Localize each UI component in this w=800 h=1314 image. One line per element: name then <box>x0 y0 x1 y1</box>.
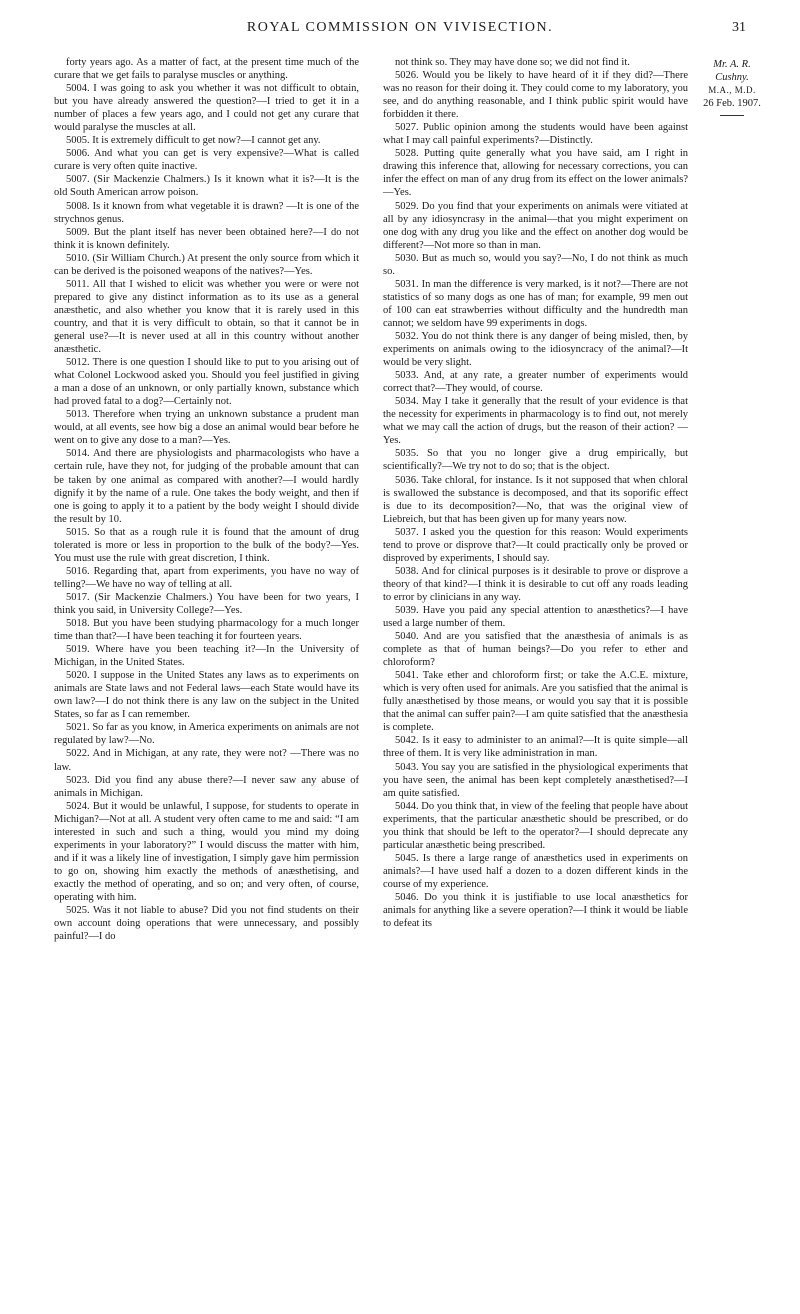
paragraph: 5016. Regarding that, apart from experiments, you have no way of telling?—We have no way of telling at all. <box>54 565 359 590</box>
paragraph: 5022. And in Michigan, at any rate, they were not? —There was no law. <box>54 748 359 773</box>
paragraph: 5026. Would you be likely to have heard of it if they did?—There was no reason for their doing it. They could come to my laboratory, you see, and do anything reasonable, and I think public spirit would have forbidden it there. <box>383 70 688 121</box>
paragraph: 5038. And for clinical purposes is it desirable to prove or disprove a theory of that kind?—I think it is desirable to cut off any roads leading to error by clinicians in any way. <box>383 565 688 603</box>
paragraph: 5039. Have you paid any special attention to anæsthetics?—I have used a large number of them. <box>383 604 688 630</box>
paragraph: 5006. And what you can get is very expensive?—What is called curare is very often quite inactive. <box>54 148 359 173</box>
paragraph: 5021. So far as you know, in America experiments on animals are not regulated by law?—No. <box>54 722 359 747</box>
paragraph: 5040. And are you satisfied that the anæsthesia of animals is as complete as that of human beings?—Do you refer to ether and chloroform? <box>383 631 688 669</box>
paragraph: 5024. But it would be unlawful, I suppose, for students to operate in Michigan?—Not at all. A student very often came to me and said: “I am interested in such and such a thing, would you mind my doing experiments in your laboratory?” I would discuss the matter with him, and if it was a likely line of investigation, I simply gave him permission to go on, showing him exactly the methods of anæsthetising, and exactly the method of operating, and so on; and very often, of course, operating with him. <box>54 800 359 903</box>
paragraph: 5044. Do you think that, in view of the feeling that people have about experiments, that the particular anæsthetic should be prescribed, or do you think that should be left to the operator?—I should deprecate any particular anæsthetic being prescribed. <box>383 800 688 851</box>
right-column <box>383 56 688 930</box>
paragraph: 5041. Take ether and chloroform first; or take the A.C.E. mixture, which is very often used for animals. Are you satisfied that the animal is fully anæsthetised by those means, or would you say that it is possible that the animal can suffer pain?—I am quite satisfied that the anæsthesia is complete. <box>383 670 688 734</box>
paragraph: not think so. They may have done so; we did not find it. <box>395 57 630 68</box>
paragraph: 5008. Is it known from what vegetable it is drawn? —It is one of the strychnos genus. <box>54 200 359 225</box>
paragraph: 5013. Therefore when trying an unknown substance a prudent man would, at all events, see how big a dose an animal would bear before he went on to give any dose to a man?—Yes. <box>54 409 359 447</box>
session-date: 26 Feb. 1907. <box>703 98 761 109</box>
paragraph: 5025. Was it not liable to abuse? Did you not find students on their own account doing operations that were unnecessary, and possibly painful?—I do <box>54 905 359 943</box>
paragraph: 5035. So that you no longer give a drug empirically, but scientifically?—We try not to do so; that is the object. <box>383 448 688 473</box>
paragraph: 5005. It is extremely difficult to get now?—I cannot get any. <box>66 135 321 147</box>
paragraph: 5020. I suppose in the United States any laws as to experiments on animals are State laws and not Federal laws—each State would have its own law?—I do not think there is any law on the subject in the United States, so far as I can remember. <box>54 670 359 721</box>
paragraph: 5012. There is one question I should like to put to you arising out of what Colonel Lockwood asked you. Should you feel justified in giving a man a dose of an unknown, or only partially known, substance which had proved fatal to a dog?—Certainly not. <box>54 357 359 408</box>
paragraph: 5042. Is it easy to administer to an animal?—It is quite simple—all three of them. It is very like administration in man. <box>383 735 688 760</box>
left-column <box>54 56 359 943</box>
paragraph: 5014. And there are physiologists and pharmacologists who have a certain rule, have they not, for judging of the probable amount that can be taken by one animal as compared with another?—I would hardly dignify it by the name of a rule. One takes the body weight, and then if one is going to apply it to a patient by the body weight I should divide the result by 10. <box>54 448 359 525</box>
running-head: ROYAL COMMISSION ON VIVISECTION. <box>246 20 554 35</box>
paragraph: 5009. But the plant itself has never been obtained here?—I do not think it is known definitely. <box>54 226 359 251</box>
paragraph: 5019. Where have you been teaching it?—In the University of Michigan, in the United States. <box>54 644 359 669</box>
margin-note <box>697 58 767 116</box>
margin-rule <box>720 115 744 116</box>
paragraph: 5043. You say you are satisfied in the physiological experiments that you have seen, the animal has been kept completely anæsthetised?—I am quite satisfied. <box>383 761 688 799</box>
paragraph: 5010. (Sir William Church.) At present the only source from which it can be derived is the poisoned weapons of the natives?—Yes. <box>54 252 359 277</box>
paragraph: 5028. Putting quite generally what you have said, am I right in drawing this inference that, allowing for necessary corrections, you can infer the effect on man of any drug from its effect on the lower animals? —Yes. <box>383 148 688 199</box>
paragraph: 5031. In man the difference is very marked, is it not?—There are not statistics of so many dogs as one has of man; for example, 99 men out of 100 can eat strawberries without difficulty and the hundredth man cannot; we seldom have 99 experiments in dogs. <box>383 278 688 329</box>
paragraph: 5046. Do you think it is justifiable to use local anæsthetics for animals for anything like a severe operation?—I think it would be liable to defeat its <box>383 892 688 930</box>
paragraph: 5011. All that I wished to elicit was whether you were or were not prepared to give any distinct information as to its use as a general anæsthetic, and also whether you know that it is rarely used in this country, and that it is very difficult to obtain, so that it cannot be in general use?—It is never used at all in this country without another anæsthetic. <box>54 278 359 356</box>
page-header <box>54 20 746 44</box>
paragraph: 5017. (Sir Mackenzie Chalmers.) You have been for two years, I think you said, in University College?—Yes. <box>54 591 359 616</box>
paragraph: 5027. Public opinion among the students would have been against what I may call painful experiments?—Distinctly. <box>383 122 688 147</box>
paragraph: 5004. I was going to ask you whether it was not difficult to obtain, but you have already answered the question?—I tried to get it in a number of places a few years ago, and I could not get any curare that would paralyse the muscles at all. <box>54 83 359 134</box>
page-number: 31 <box>732 20 746 35</box>
paragraph: 5030. But as much so, would you say?—No, I do not think as much so. <box>383 252 688 277</box>
paragraph: 5037. I asked you the question for this reason: Would experiments tend to prove or disprove that?—It could practically only be proved or disproved by experiments, I should say. <box>383 526 688 564</box>
paragraph: forty years ago. As a matter of fact, at the present time much of the curare that we get fails to paralyse muscles or anything. <box>54 57 359 82</box>
witness-name: Mr. A. R. Cushny. <box>713 59 751 83</box>
paragraph: 5036. Take chloral, for instance. Is it not supposed that when chloral is swallowed the substance is decomposed, and that its soporific effect is due to its decomposition?—No, that was the original view of Liebreich, but that has been given up for many years now. <box>383 474 688 525</box>
paragraph: 5033. And, at any rate, a greater number of experiments would correct that?—They would, of course. <box>383 370 688 395</box>
paragraph: 5015. So that as a rough rule it is found that the amount of drug tolerated is more or less in proportion to the bulk of the body?—Yes. You must use the rule with great discretion, I think. <box>54 526 359 564</box>
paragraph: 5045. Is there a large range of anæsthetics used in experiments on animals?—I have used half a dozen to a dozen different kinds in the course of my experience. <box>383 852 688 890</box>
witness-degree: M.A., M.D. <box>708 85 756 95</box>
paragraph: 5007. (Sir Mackenzie Chalmers.) Is it known what it is?—It is the old South American arrow poison. <box>54 174 359 199</box>
paragraph: 5034. May I take it generally that the result of your evidence is that the necessity for experiments in pharmacology is to find out, not merely what we may call the action of drugs, but the reason of their action? —Yes. <box>383 396 688 447</box>
paragraph: 5023. Did you find any abuse there?—I never saw any abuse of animals in Michigan. <box>54 774 359 799</box>
paragraph: 5018. But you have been studying pharmacology for a much longer time than that?—I have been teaching it for fourteen years. <box>54 618 359 643</box>
paragraph: 5032. You do not think there is any danger of being misled, then, by experiments on animals owing to the idiosyncracy of the animal?—It would be very slight. <box>383 330 688 369</box>
paragraph: 5029. Do you find that your experiments on animals were vitiated at all by any idiosyncrasy in the animal—that you might experiment on one dog with any drug you like and the effect on another dog would be different?—Not more so than in man. <box>383 200 688 251</box>
